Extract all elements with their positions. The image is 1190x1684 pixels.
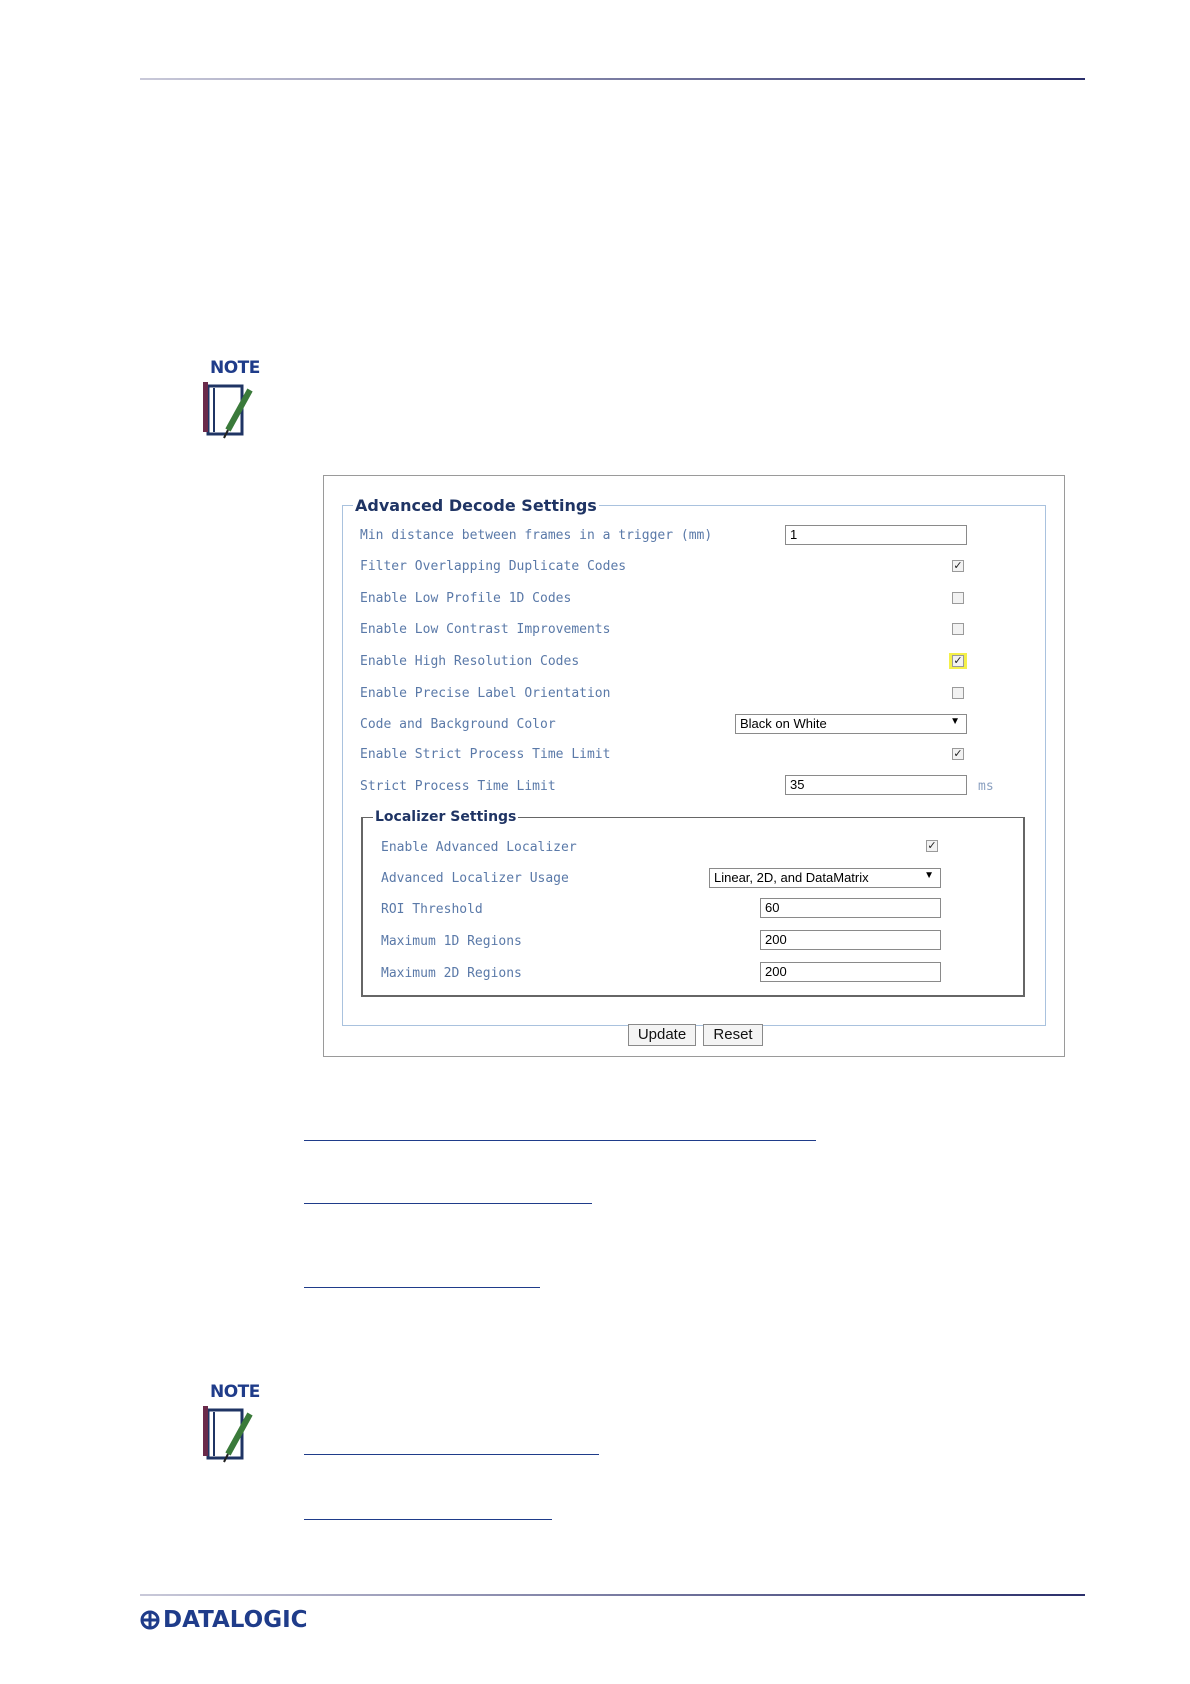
strict-limit-enable-checkbox[interactable]: ✓: [953, 747, 963, 760]
strict-limit-label: Strict Process Time Limit: [360, 779, 556, 794]
precise-orientation-checkbox[interactable]: [952, 687, 964, 699]
min-distance-label: Min distance between frames in a trigger (mm): [360, 528, 713, 543]
min-distance-input[interactable]: 1: [785, 525, 967, 545]
localizer-usage-select[interactable]: [709, 868, 941, 888]
strict-limit-input[interactable]: 35: [785, 775, 967, 795]
link-underline[interactable]: [304, 1287, 540, 1288]
header-rule: [140, 78, 1085, 80]
chevron-down-icon: ▼: [924, 870, 934, 881]
localizer-title: Localizer Settings: [375, 809, 517, 825]
advanced-decode-panel: [323, 475, 1065, 1057]
low-profile-label: Enable Low Profile 1D Codes: [360, 591, 572, 606]
note-label: NOTE: [210, 1382, 260, 1402]
reset-button[interactable]: Reset: [703, 1024, 763, 1046]
low-contrast-checkbox[interactable]: [952, 623, 964, 635]
localizer-usage-value: Linear, 2D, and DataMatrix: [714, 870, 869, 885]
chevron-down-icon: ▼: [950, 716, 960, 727]
datalogic-logo: [140, 1607, 308, 1633]
background-color-value: Black on White: [740, 716, 827, 731]
background-color-select[interactable]: [735, 714, 967, 734]
link-underline[interactable]: [304, 1140, 816, 1141]
link-underline[interactable]: [304, 1519, 552, 1520]
high-resolution-checkbox[interactable]: ✓: [953, 654, 963, 667]
footer-rule: [140, 1594, 1085, 1596]
max-2d-label: Maximum 2D Regions: [381, 966, 522, 981]
link-underline[interactable]: [304, 1454, 599, 1455]
max-1d-input[interactable]: 200: [760, 930, 941, 950]
note-icon: [200, 1382, 270, 1472]
filter-duplicate-checkbox[interactable]: ✓: [953, 559, 963, 572]
logo-mark-icon: [140, 1610, 160, 1630]
adv-localizer-enable-checkbox[interactable]: ✓: [927, 839, 937, 852]
brand-name: DATALOGIC: [163, 1607, 308, 1633]
precise-orientation-label: Enable Precise Label Orientation: [360, 686, 611, 701]
roi-threshold-label: ROI Threshold: [381, 902, 483, 917]
high-resolution-label: Enable High Resolution Codes: [360, 654, 580, 669]
panel-title: Advanced Decode Settings: [355, 496, 597, 515]
roi-threshold-input[interactable]: 60: [760, 898, 941, 918]
background-color-label: Code and Background Color: [360, 717, 556, 732]
link-underline[interactable]: [304, 1203, 592, 1204]
note-label: NOTE: [210, 358, 260, 378]
low-profile-checkbox[interactable]: [952, 592, 964, 604]
strict-limit-enable-label: Enable Strict Process Time Limit: [360, 747, 611, 762]
strict-limit-unit: ms: [978, 779, 994, 794]
filter-duplicate-label: Filter Overlapping Duplicate Codes: [360, 559, 627, 574]
adv-localizer-enable-label: Enable Advanced Localizer: [381, 840, 577, 855]
localizer-usage-label: Advanced Localizer Usage: [381, 871, 569, 886]
update-button[interactable]: Update: [628, 1024, 696, 1046]
max-1d-label: Maximum 1D Regions: [381, 934, 522, 949]
low-contrast-label: Enable Low Contrast Improvements: [360, 622, 611, 637]
max-2d-input[interactable]: 200: [760, 962, 941, 982]
note-icon: [200, 358, 270, 448]
